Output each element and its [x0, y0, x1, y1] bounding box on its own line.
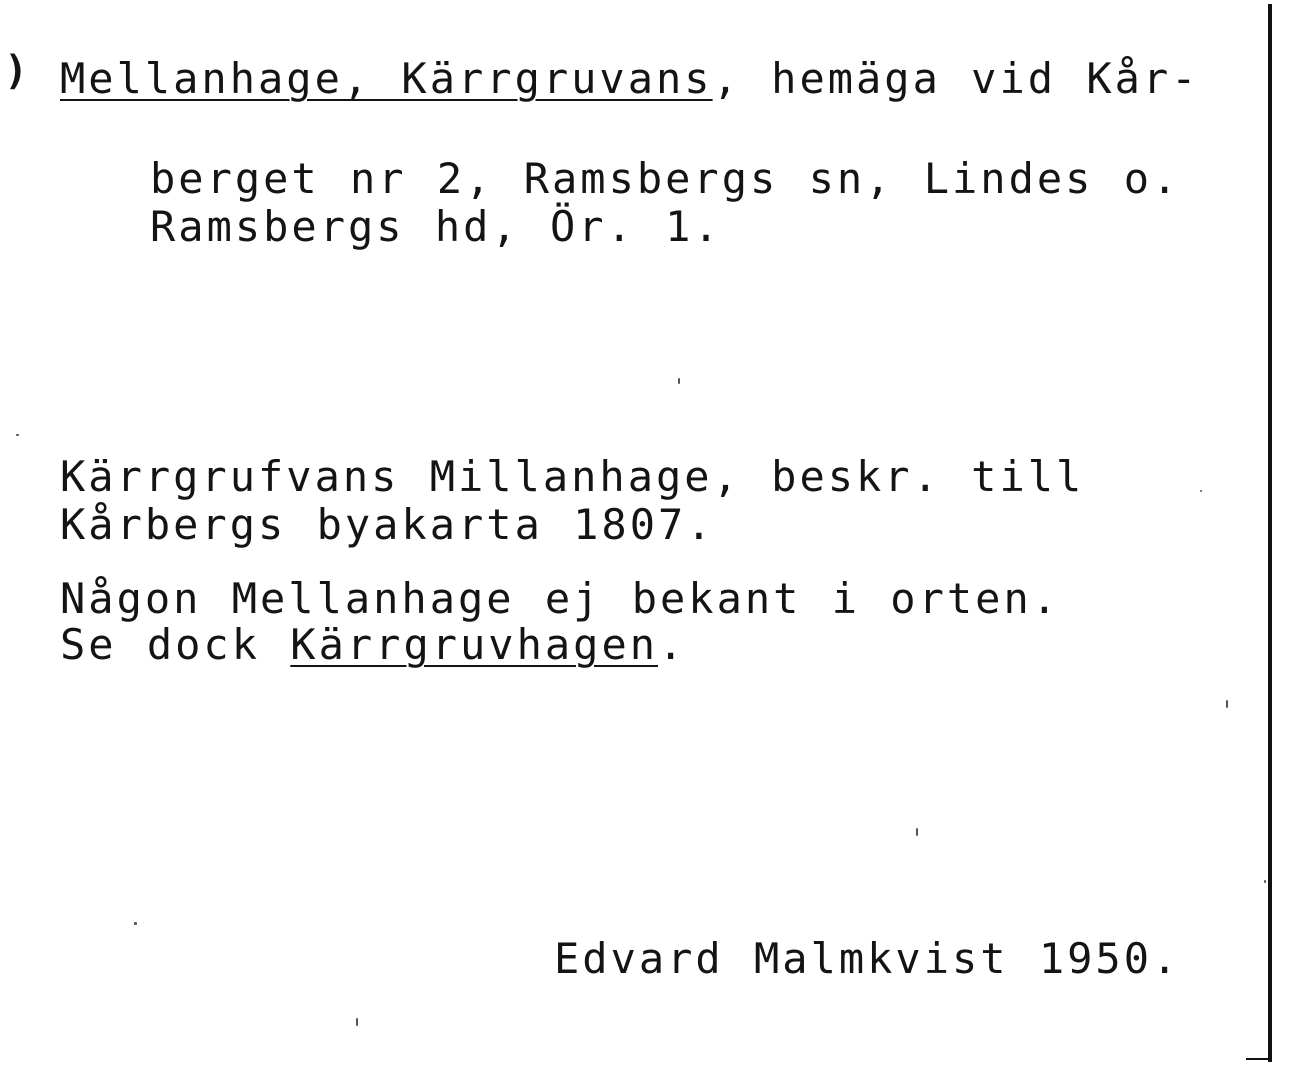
scan-speck — [134, 922, 137, 925]
scan-speck — [16, 434, 19, 436]
place-name-underlined: Mellanhage, Kärrgruvans — [60, 54, 713, 103]
note2-line-2 — [60, 620, 687, 669]
scan-speck — [1226, 700, 1228, 708]
scan-speck — [1264, 880, 1266, 883]
note1-line-2: Kårbergs byakarta 1807. — [60, 500, 715, 549]
margin-mark: ) — [4, 48, 32, 94]
heading-line-2: berget nr 2, Ramsbergs sn, Lindes o. — [150, 154, 1181, 203]
note2-line-1: Någon Mellanhage ej bekant i orten. — [60, 574, 1061, 623]
note1-line-1: Kärrgrufvans Millanhage, beskr. till — [60, 452, 1085, 501]
heading-line-3: Ramsbergs hd, Ör. 1. — [150, 202, 722, 251]
heading-line-1 — [60, 54, 1200, 103]
note2-suffix: . — [658, 620, 687, 669]
card-bottom-edge — [1246, 1058, 1272, 1060]
scan-speck — [1200, 490, 1202, 492]
card-right-edge — [1268, 4, 1272, 1062]
heading-rest: , hemäga vid Kår- — [712, 54, 1200, 103]
signature: Edvard Malmkvist 1950. — [554, 934, 1181, 983]
cross-reference-link: Kärrgruvhagen — [290, 620, 659, 669]
note2-prefix: Se dock — [60, 620, 291, 669]
scan-speck — [356, 1018, 358, 1026]
scan-speck — [678, 378, 680, 384]
scan-speck — [916, 828, 918, 836]
